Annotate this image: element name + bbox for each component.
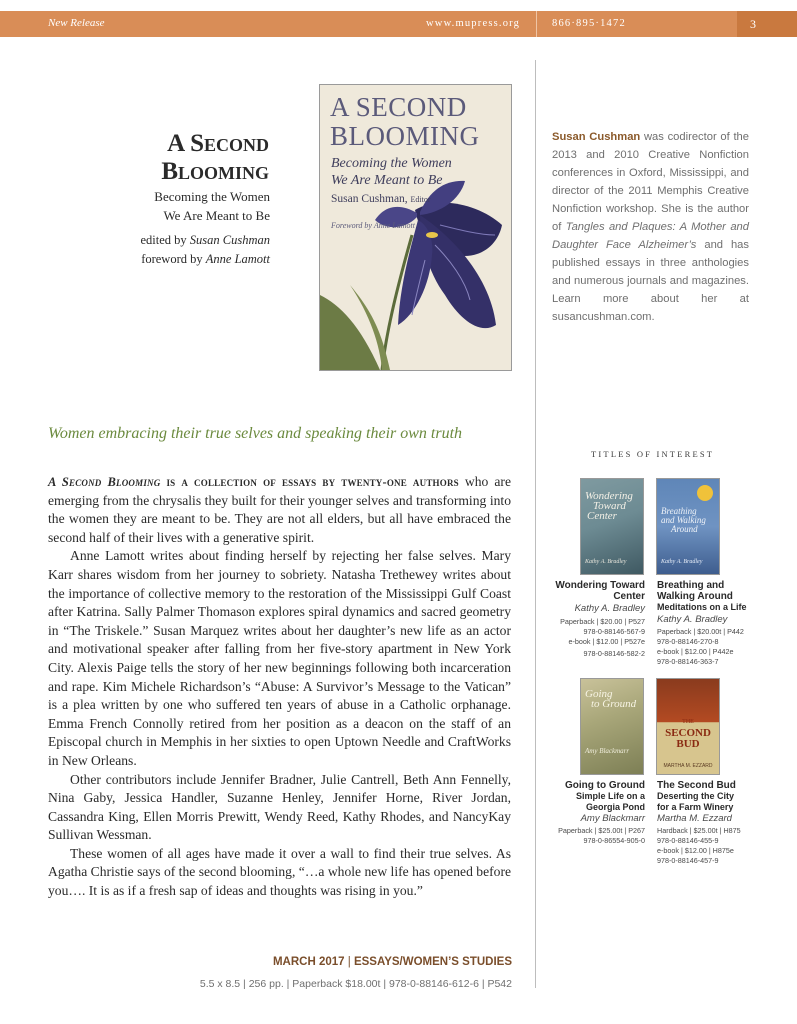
book-2-title-line2: Walking Around [657,591,733,602]
book-4-title-line1: The Second Bud [657,780,736,791]
header-bar [0,11,797,37]
editor-name: Susan Cushman [189,233,270,247]
book-info-line: 978-0-88146-582-2 [583,649,645,658]
book-info-line: e-book | $12.00 | P527e [568,637,645,646]
cover-title-text [585,689,636,709]
cover-title-text [661,507,706,534]
cover-going-to-ground[interactable] [580,678,644,775]
book-3-subtitle-line1: Simple Life on a [575,791,645,801]
book-1-info [540,617,645,659]
book-info-line: e-book | $12.00 | P442e [657,647,734,656]
cover-author-text: Amy Blackmarr [585,747,630,755]
subtitle-line2: We Are Meant to Be [163,208,270,223]
bio-text-part1: was codirector of the 2013 and 2010 Creative Nonfiction conferences in Oxford, Mississippi, and director of the 2011 Memphis Creative Nonfiction workshop. She is the author of [552,131,749,233]
book-4-subtitle-line1: Deserting the City [657,791,735,801]
book-subtitle [50,187,270,225]
column-divider [535,60,536,988]
cover-title-text [657,717,719,750]
book-2-info [657,627,767,667]
page-number: 3 [750,17,756,31]
cover-editor-name: Susan Cushman, [331,193,408,205]
bio-text-part2: and has published essays in three anthologies and numerous journals and magazines. Learn more about her at susancushman.com. [552,239,749,323]
book-4-subtitle-line2: for a Farm Winery [657,802,734,812]
book-1-title-line1: Wondering Toward [555,580,645,591]
cover-title-text [585,491,633,521]
foreword-credit [30,250,270,269]
cover-title-word: Going [585,688,613,700]
cover-title-line1: A SECOND [330,92,467,122]
cover-title-word: to Ground [591,698,637,710]
cover-title-word: Around [671,524,698,534]
book-2-author: Kathy A. Bradley [657,614,728,625]
book-title [69,130,269,186]
book-3-title-line1: Going to Ground [565,780,645,791]
editor-credit [30,231,270,250]
book-info-line: 978-0-88146-567-9 [583,627,645,636]
book-info-line: 978-0-86554-905-0 [583,836,645,845]
body-paragraph-4: These women of all ages have made it over a wall to find their true selves. As Agatha Christie says of the second blooming, “…a whole new life has opened before you…. It is as if a fresh sap of ideas and thoughts was rising in you.” [48,845,511,899]
cover-author-text: Kathy A. Bradley [585,559,627,565]
body-paragraph-1-rest: who are emerging from the chrysalis they built for their younger selves and transforming into the women they are meant to be. They are not all elders, but all have embraced the second half of their lives with a generative spirit. [48,474,511,545]
cover-title-word: SECOND [665,727,711,739]
cover-title [330,93,480,151]
body-paragraph-2: Anne Lamott writes about finding herself by rejecting her false selves. Mary Karr shares wisdom from her journey to sobriety. Natasha Trethewey writes about the importance of collective memory to the restoration of the Mississippi Gulf Coast after Katrina. Sally Palmer Thomason explores spiral dynamics and sacred geometry in “The Triskele.” Susan Marquez writes about her daughter’s new life as an actor and motivational speaker after falling from her five-story apartment in New York City. Alexis Paige tells the story of her new beginnings following both incarceration and rape. Kim Michele Richardson’s “Abuse: A Survivor’s Message to the Vatican” is a plea written by one who suffered ten years of abuse in a Catholic orphanage. Emma French Connolly retired from her position as a deacon on the staff of an Episcopal church in Memphis in her sixties to open Uptown Needle and CraftWorks in New Orleans. [48,548,511,768]
book-2-title-line1: Breathing and [657,580,725,591]
publication-line: MARCH 2017 | ESSAYS/WOMEN’S STUDIES [272,956,512,968]
cover-editor-suffix: Editor [410,195,431,204]
book-info-line: Paperback | $25.00t | P267 [558,826,645,835]
cover-title-word: THE [682,719,694,725]
lead-in-rest: is a collection of essays by twenty-one authors [160,475,459,489]
body-paragraph-1 [48,473,511,547]
book-title-line1: A Second [167,130,269,157]
cover-wondering-toward-center[interactable] [580,478,644,575]
book-info-line: 978-0-88146-270-8 [657,637,719,646]
cover-breathing-and-walking-around[interactable] [656,478,720,575]
book-3-subtitle-line2: Georgia Pond [585,802,645,812]
description-body [48,473,511,901]
book-4-title[interactable] [657,780,767,813]
author-bio [552,128,749,326]
cover-author-text: MARTHA M. EZZARD [663,763,713,769]
book-specs: 5.5 x 8.5 | 256 pp. | Paperback $18.00t | 978-0-88146-612-6 | P542 [199,978,512,990]
cover-the-second-bud[interactable] [656,678,720,775]
subtitle-line1: Becoming the Women [154,189,270,204]
cover-title-word: Wondering [585,490,633,502]
book-info-line: e-book | $12.00 | H875e [657,846,734,855]
book-info-line: 978-0-88146-457-9 [657,856,719,865]
book-info-line: 978-0-88146-363-7 [657,657,719,666]
publication-category: ESSAYS/WOMEN’S STUDIES [353,956,512,968]
book-3-title[interactable] [540,780,645,813]
book-info-line: Paperback | $20.00 | P527 [560,617,645,626]
book-3-author: Amy Blackmarr [580,813,645,824]
bio-book-title: Tangles and Plaques: A Mother and Daughter Face Alzheimer’s [552,221,749,251]
cover-title-word: Center [587,510,617,522]
cover-title-line2: BLOOMING [330,121,480,151]
lead-in-title: A Second Blooming [48,475,161,489]
cover-subtitle [331,155,452,189]
publisher-phone: 866·895·1472 [552,18,626,29]
header-divider [536,11,537,37]
book-info-line: Paperback | $20.00t | P442 [657,627,744,636]
new-release-label: New Release [48,17,105,29]
foreword-by-label: foreword by [141,252,206,266]
book-4-info [657,826,767,866]
book-info-line: 978-0-88146-455-9 [657,836,719,845]
lead-in [48,475,459,489]
book-4-author: Martha M. Ezzard [657,813,732,824]
book-3-info [540,826,645,846]
book-1-title[interactable] [540,580,645,602]
page-number-box [737,11,797,37]
cover-subtitle-line2: We Are Meant to Be [331,173,443,188]
sun-icon [697,485,713,501]
cover-subtitle-line1: Becoming the Women [331,156,452,171]
bio-author-name: Susan Cushman [552,131,641,143]
book-2-subtitle: Meditations on a Life [657,602,747,612]
edited-by-label: edited by [140,233,190,247]
cover-author-text: Kathy A. Bradley [661,559,703,565]
cover-title-word: Breathing [661,506,697,516]
book-cover [319,84,512,371]
book-info-line: Hardback | $25.00t | H875 [657,826,741,835]
titles-of-interest-heading: TITLES OF INTEREST [591,449,715,459]
cover-title-word: BUD [676,738,700,750]
book-2-title[interactable] [657,580,767,613]
book-title-line2: Blooming [161,158,269,185]
cover-foreword: Foreword by Anne Lamott [331,221,415,230]
tagline: Women embracing their true selves and speaking their own truth [48,425,463,442]
book-1-title-line2: Center [613,591,645,602]
cover-editor [331,193,431,205]
foreword-author-name: Anne Lamott [205,252,270,266]
book-1-author: Kathy A. Bradley [574,603,645,614]
book-credits [30,231,270,269]
body-paragraph-3: Other contributors include Jennifer Bradner, Julie Cantrell, Beth Ann Fennelly, Nina Gaby, Jessica Handler, Suzanne Henley, Jennifer Horne, River Jordan, Cassandra King, Ellen Morris Prewitt, Wendy Reed, Kathy Rhodes, and NancyKay Sullivan Wessman. [48,771,511,843]
publisher-url[interactable]: www.mupress.org [426,18,521,29]
cover-title-word: and Walking [661,515,706,525]
cover-title-word: Toward [593,500,626,512]
publication-date: MARCH 2017 [272,956,345,968]
